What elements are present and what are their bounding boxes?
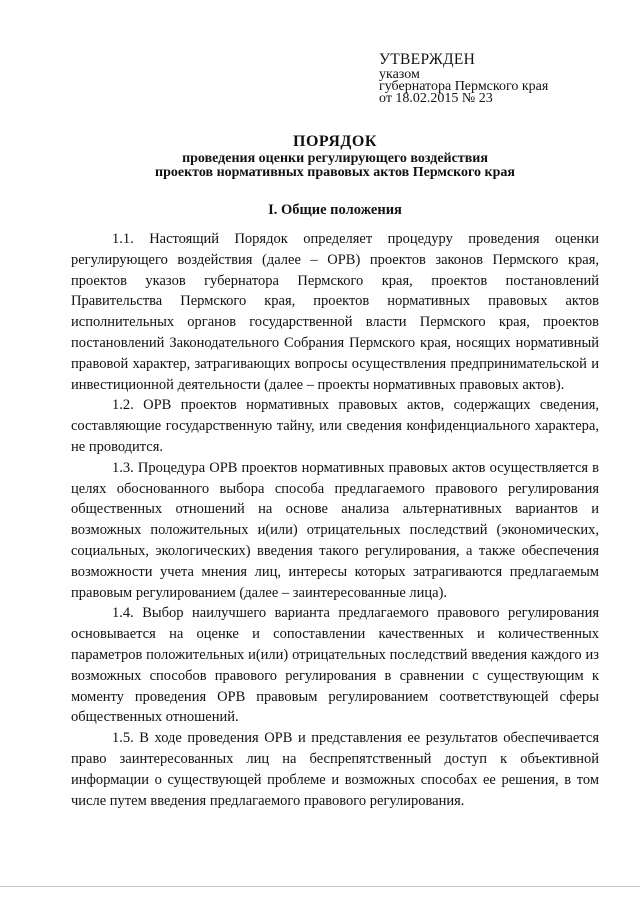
paragraph-1-1: 1.1. Настоящий Порядок определяет процедуру проведения оценки регулирующего воздействия (далее – ОРВ) проектов законов Пермского края, проектов указов губернатора Пермского края, проектов постановлений Правительства Пермского края, проектов нормативных правовых актов исполнительных органов государственной власти Пермского края, проектов постановлений Законодательного Собрания Пермского края, носящих нормативный правовой характер, затрагивающих вопросы осуществления предпринимательской и инвестиционной деятельности (далее – проекты нормативных правовых актов).: [71, 231, 599, 393]
approved-by-decree: указом: [379, 67, 420, 82]
document-subtitle-line-1: проведения оценки регулирующего воздействия: [182, 151, 488, 166]
section-heading: I. Общие положения: [268, 202, 402, 218]
page-bottom-divider: [0, 886, 640, 887]
paragraph-1-2: 1.2. ОРВ проектов нормативных правовых актов, содержащих сведения, составляющие государственную тайну, или сведения конфиденциального характера, не проводится.: [71, 397, 599, 455]
paragraph-1-4: 1.4. Выбор наилучшего варианта предлагаемого правового регулирования основывается на оценке и сопоставлении качественных и количественных параметров положительных и(или) отрицательных последствий введения каждого из возможных способов правового регулирования в сравнении с существующим к моменту проведения ОРВ правовым регулированием соответствующей сферы общественных отношений.: [71, 605, 599, 726]
document-title: ПОРЯДОК: [293, 133, 377, 150]
document-subtitle: [70, 152, 600, 180]
paragraph-1-5: 1.5. В ходе проведения ОРВ и представления ее результатов обеспечивается право заинтересованных лиц на беспрепятственный доступ к объективной информации о существующей проблеме и возможных способах ее решения, в том числе путем введения предлагаемого правового регулирования.: [71, 730, 599, 809]
document-subtitle-line-2: проектов нормативных правовых актов Пермского края: [155, 165, 515, 180]
approval-stamp: [379, 51, 619, 105]
approved-date-number: от 18.02.2015 № 23: [379, 91, 493, 106]
approved-governor: губернатора Пермского края: [379, 79, 549, 94]
paragraph-1-3: 1.3. Процедура ОРВ проектов нормативных правовых актов осуществляется в целях обоснованного выбора способа предлагаемого правового регулирования общественных отношений на основе анализа альтернативных вариантов и возможных положительных и(или) отрицательных последствий (экономических, социальных, экологических) введения такого регулирования, а также обеспечения возможности учета мнения лиц, интересы которых затрагиваются предлагаемым правовым регулированием (далее – заинтересованные лица).: [71, 459, 599, 601]
document-body: [71, 229, 599, 811]
approved-label: УТВЕРЖДЕН: [379, 51, 476, 68]
